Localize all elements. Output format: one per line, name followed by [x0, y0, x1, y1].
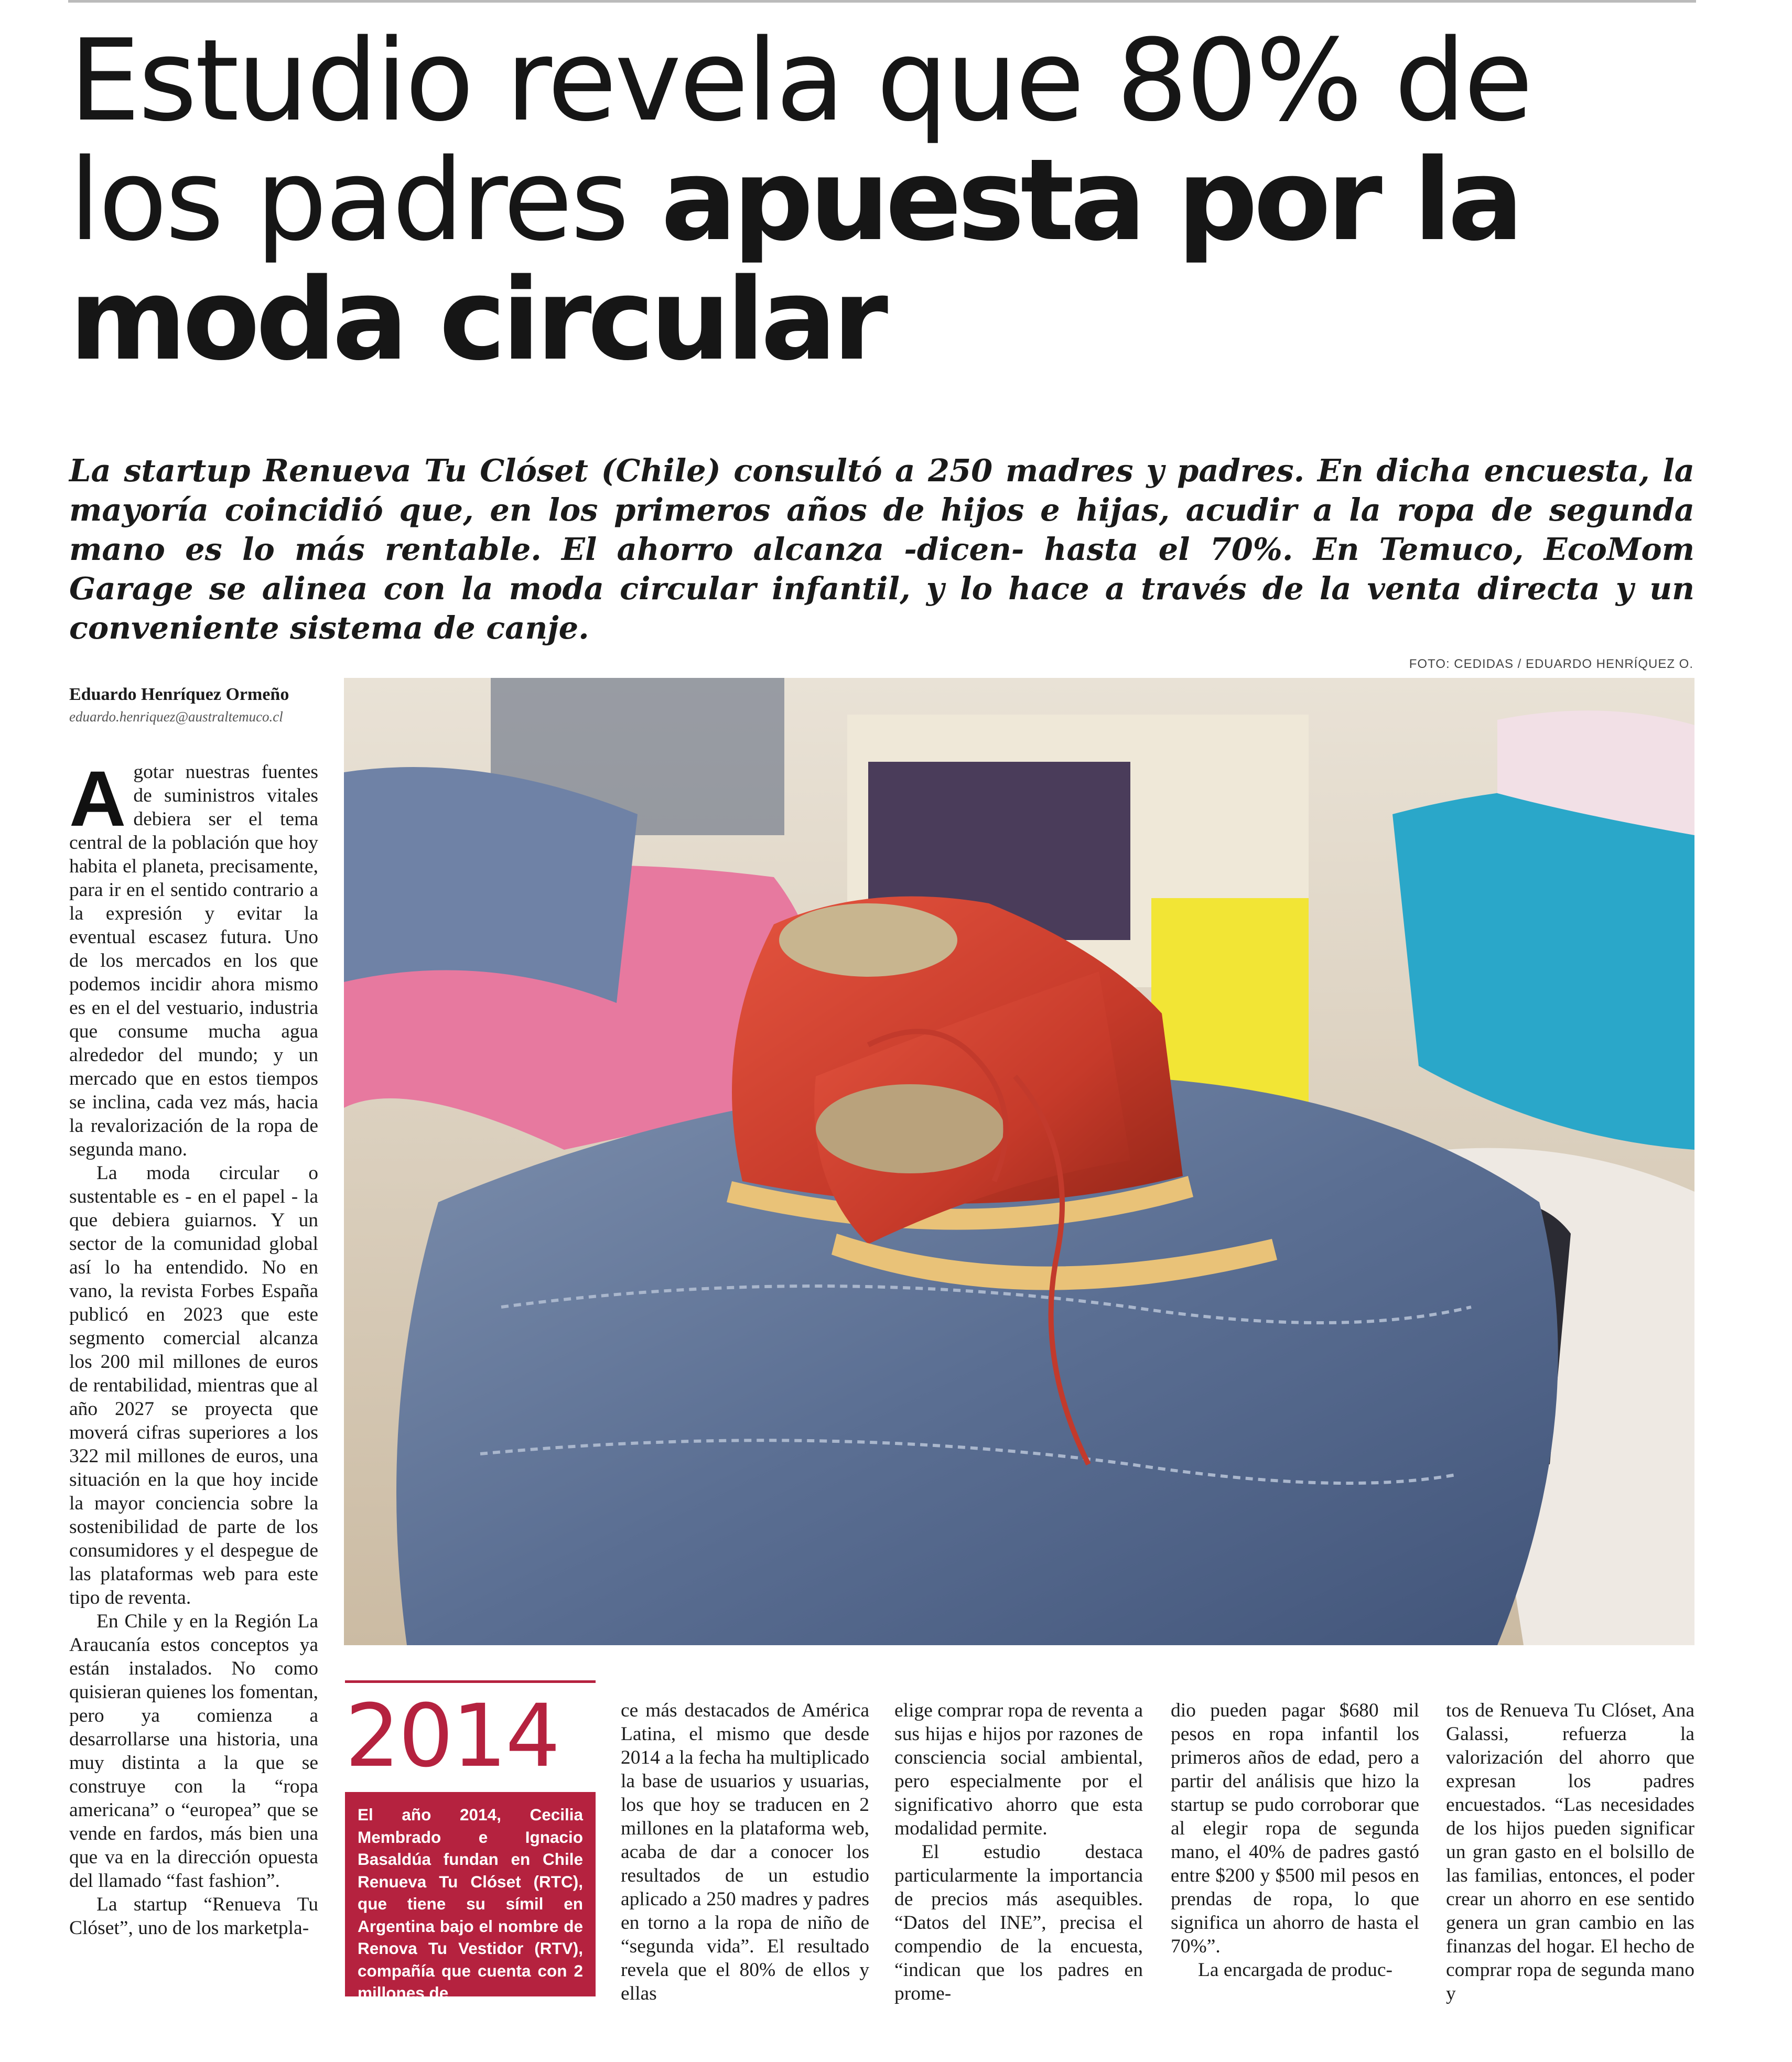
- article-column-6: [1446, 1699, 1694, 2005]
- factbox-text: El año 2014, Cecilia Membrado e Ignacio Basaldúa fundan en Chile Renueva Tu Clóset (RTC), que tiene su símil en Argentina bajo el nombre de Renova Tu Vestidor (RTV), compañía que cuenta con 2 millones de: [345, 1792, 596, 1996]
- deck-summary: La startup Renueva Tu Clóset (Chile) consultó a 250 madres y padres. En dicha encuesta, la mayoría coincidió que, en los primeros años de hijos e hijas, acudir a la ropa de segunda mano es lo más rentable. El ahorro alcanza -dicen- hasta el 70%. En Temuco, EcoMom Garage se alinea con la moda circular infantil, y lo hace a través de la venta directa y un conveniente sistema de canje.: [69, 452, 1694, 646]
- photo-credit: FOTO: CEDIDAS / EDUARDO HENRÍQUEZ O.: [1409, 657, 1693, 671]
- paragraph-3: En Chile y en la Región La Araucanía estos conceptos ya están instalados. No como quisieran quienes los fomentan, pero ya comienza a desarrollarse una historia, una muy distinta a la que se construye con la “ropa americana” o “europea” que se vende en fardos, más bien una que va en la dirección opuesta del llamado “fast fashion”.: [69, 1611, 318, 1892]
- paragraph: ce más destacados de América Latina, el mismo que desde 2014 a la fecha ha multiplicado la base de usuarios y usuarias, los que hoy se traducen en 2 millones en la plataforma web, acaba de dar a conocer los resultados de un estudio aplicado a 250 madres y padres en torno a la ropa de niño de “segunda vida”. El resultado revela que el 80% de ellos y ellas: [621, 1700, 869, 2004]
- top-rule: [68, 0, 1696, 3]
- paragraph: tos de Renueva Tu Clóset, Ana Galassi, refuerza la valorización del ahorro que expresan los padres encuestados. “Las necesidades de los hijos pueden significar un gran gasto en el bolsillo de las familias, entonces, el poder crear un ahorro en ese sentido genera un gran cambio en las finanzas del hogar. El hecho de comprar ropa de segunda mano y: [1446, 1700, 1694, 2004]
- headline-line-3: moda circular: [69, 254, 884, 385]
- factbox-rule: [345, 1680, 596, 1683]
- drop-cap: A: [69, 754, 126, 843]
- article-column-5: [1171, 1699, 1419, 1982]
- article-column-4: [894, 1699, 1143, 2005]
- author-email: eduardo.henriquez@australtemuco.cl: [69, 709, 283, 725]
- headline-line-2-light: los padres: [69, 134, 661, 266]
- author-name: Eduardo Henríquez Ormeño: [69, 685, 289, 704]
- paragraph: elige comprar ropa de reventa a sus hijas e hijos por razones de consciencia social ambiental, pero especialmente por el significativo ahorro que esta modalidad permite.: [894, 1700, 1143, 1839]
- paragraph: El estudio destaca particularmente la importancia de precios más asequibles. “Datos del INE”, precisa el compendio de la encuesta, “indican que los padres en prome-: [894, 1841, 1143, 2004]
- byline: [69, 683, 331, 727]
- factbox-2014: [345, 1680, 596, 2060]
- article-photo: [344, 678, 1694, 1645]
- paragraph: dio pueden pagar $680 mil pesos en ropa infantil los primeros años de edad, pero a partir del análisis que hizo la startup se pudo corroborar que al elegir ropa de segunda mano, el 40% de padres gastó entre $200 y $500 mil pesos en prendas de ropa, lo que significa un ahorro de hasta el 70%”.: [1171, 1700, 1419, 1957]
- paragraph: [69, 754, 318, 1161]
- headline-line-1: Estudio revela que 80% de: [69, 15, 1531, 146]
- headline: [69, 15, 1694, 385]
- headline-line-2-bold: apuesta por la: [661, 134, 1520, 266]
- red-baby-shoes-on-jeans-illustration: [344, 678, 1694, 1645]
- paragraph-1-text: gotar nuestras fuentes de suministros vitales debiera ser el tema central de la población que hoy habita el planeta, precisamente, para ir en el sentido contrario a la expresión y evitar la eventual escasez futura. Uno de los mercados en los que podemos incidir ahora mismo es en el del vestuario, industria que consume mucha agua alrededor del mundo; y un mercado que en estos tiempos se inclina, cada vez más, hacia la revalorización de la ropa de segunda mano.: [69, 761, 318, 1160]
- factbox-year: 2014: [345, 1686, 559, 1786]
- article-column-1: [69, 754, 318, 1940]
- paragraph: La encargada de produc-: [1198, 1959, 1392, 1981]
- paragraph-4: La startup “Renueva Tu Clóset”, uno de los marketpla-: [69, 1894, 318, 1939]
- article-column-3: [621, 1699, 869, 2005]
- paragraph-2: La moda circular o sustentable es - en el papel - la que debiera guiarnos. Y un sector de la comunidad global así lo ha entendido. No en vano, la revista Forbes España publicó en 2023 que este segmento comercial alcanza los 200 mil millones de euros de rentabilidad, mientras que al año 2027 se proyecta que moverá cifras superiores a los 322 mil millones de euros, una situación en la que hoy incide la mayor conciencia sobre la sostenibilidad de parte de los consumidores y el despegue de las plataformas web para este tipo de reventa.: [69, 1162, 318, 1608]
